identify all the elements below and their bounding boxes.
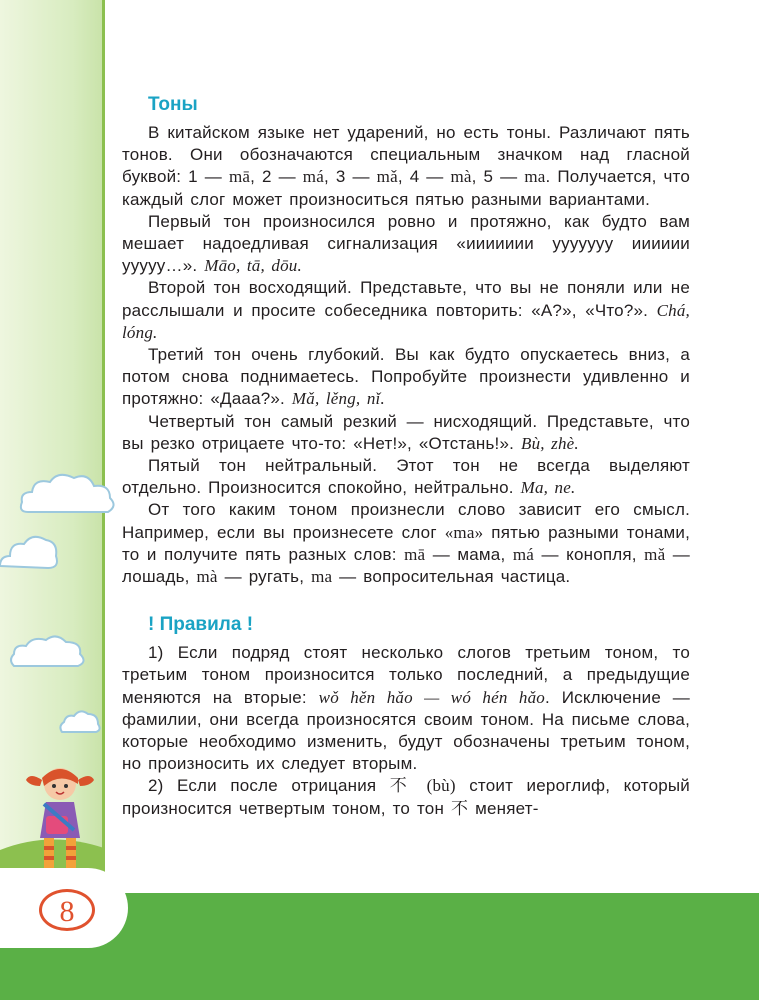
text: , 3 — [323,167,377,187]
pinyin: mā [404,544,426,564]
text: Второй тон восходящий. Представьте, что вы не поняли или не расслышали и просите собеседника повторить: «А?», «Что?». [122,278,690,320]
paragraph-second-tone [122,277,690,344]
text: — мама, [425,544,513,564]
text: стоит иероглиф, который произносится четвертым тоном, то тон [122,776,690,818]
cloud-icon [0,530,60,574]
paragraph-first-tone [122,211,690,278]
paragraph-rule-1 [122,642,690,775]
left-margin-line [102,0,105,900]
text: меняет- [468,798,539,818]
text: 2) Если после отрицания [148,776,390,796]
text: . Получается, что каждый слог может произноситься пятью разными вариантами. [122,167,690,209]
example: Ma, ne. [520,478,576,498]
page-number: 8 [39,889,95,931]
page-content [122,92,690,820]
paragraph-rule-2 [122,775,690,819]
section-title-tones: Тоны [148,94,198,115]
pinyin: ma [524,167,546,187]
text: пятью разными тонами, то и получите пять разных слов: [122,522,690,564]
text: В китайском языке нет ударений, но есть тоны. Различают пять тонов. Они обозначаются специальным значком над гласной буквой: 1 — [122,123,690,187]
text: Четвертый тон самый резкий — нисходящий. Представьте, что вы резко отрицаете что-то: «Нет!», «Отстань!». [122,411,690,453]
hieroglyph: 不 [389,776,414,796]
text: Пятый тон нейтральный. Этот тон не всегда выделяют отдельно. Произносится спокойно, нейтрально. [122,456,690,498]
example: Bù, zhè. [520,433,579,453]
girl-illustration-icon [22,760,102,880]
text: — вопросительная частица. [332,567,571,587]
paragraph-fourth-tone [122,411,690,455]
pinyin: mǎ [376,167,398,187]
text: , 2 — [250,167,303,187]
pinyin: «ma» [444,522,484,542]
pinyin: mǎ [644,544,666,564]
cloud-icon [8,632,88,672]
paragraph-fifth-tone [122,455,690,499]
example: Mǎ, lěng, nǐ. [291,389,385,409]
text: От того каким тоном произнесли слово зависит его смысл. Например, если вы произнесете слог [122,500,690,542]
text: — лошадь, [122,544,690,587]
cloud-icon [58,708,102,736]
example: Chá, lóng. [122,300,690,342]
section-title-rules: ! Правила ! [148,614,254,636]
text: — конопля, [534,544,645,564]
text: Первый тон произносился ровно и протяжно, как будто вам мешает надоедливая сигнализация «иииииии ууууууу ииииии ууууу…». [122,211,690,276]
example: wǒ hěn hǎo — wó hén hǎo [318,687,545,707]
paragraph-tones-intro [122,122,690,211]
pinyin: (bù) [413,776,456,796]
example: Māo, tā, dōu. [204,256,302,276]
hieroglyph: 不 [450,798,469,818]
text: 1) Если подряд стоят несколько слогов третьим тоном, то третьим тоном произносится только последний, а предыдущие меняются на вторые: [122,643,690,707]
paragraph-meaning [122,499,690,588]
text: — ругать, [217,567,312,587]
cloud-icon [18,470,118,520]
pinyin: mà [196,567,218,587]
pinyin: mā [228,167,251,187]
pinyin: má [302,167,324,187]
pinyin: má [512,544,535,564]
paragraph-third-tone [122,344,690,411]
text: Третий тон очень глубокий. Вы как будто опускаетесь вниз, а потом снова поднимаетесь. Попробуйте произнести удивленно и протяжно: «Дааа?». [122,345,690,409]
pinyin: mà [450,167,472,187]
text: , 5 — [471,167,525,187]
text: , 4 — [397,167,451,187]
pinyin: ma [311,567,333,587]
text: . Исключение — фамилии, они всегда произносятся своим тоном. На письме слова, которые необходимо изменить, будут обозначены третьим тоном, но произносить их следует вторым. [122,687,691,774]
